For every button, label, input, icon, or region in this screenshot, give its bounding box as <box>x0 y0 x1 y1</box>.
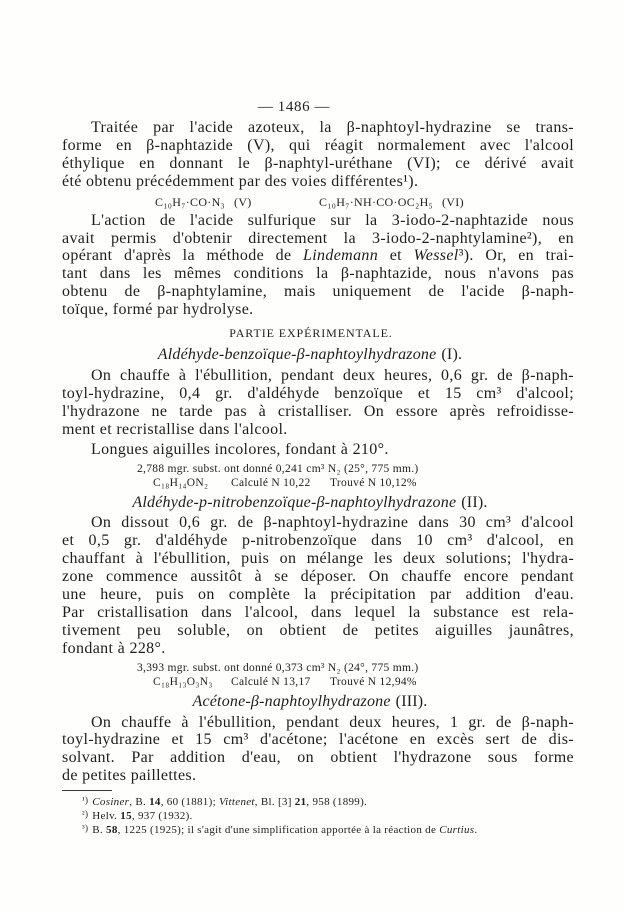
analysis-sample: 2,788 mgr. subst. ont donné 0,241 cm³ N₂ (25°, 775 mm.) <box>137 462 419 475</box>
formula-vi <box>319 194 464 210</box>
compound-name: Aldéhyde-p-nitrobenzoïque-β-naphtoylhydrazone <box>132 493 457 511</box>
paragraph-line: forme en β-naphtazide (V), qui réagit normalement avec l'alcool <box>62 136 574 154</box>
volume-number: 15 <box>120 810 132 823</box>
paragraph-line: obtenu de β-naphtylamine, mais uniquement de l'acide β-naph- <box>62 283 574 301</box>
text-run: B. <box>92 824 107 837</box>
footnotes <box>62 795 574 837</box>
footnote-2 <box>62 809 574 823</box>
compound-label: (II). <box>461 493 488 511</box>
paragraph-line: tant dans les mêmes conditions la β-naphtazide, nous n'avons pas <box>62 265 574 283</box>
procedure-paragraph <box>62 367 574 439</box>
paragraph-line: Par cristallisation dans l'alcool, dans lequel la substance est rela- <box>62 603 574 621</box>
paragraph-line: l'hydrazone ne tarde pas à cristalliser. On essore après refroidisse- <box>62 402 574 420</box>
analysis-found: Trouvé N 12,94% <box>330 675 417 688</box>
paragraph-line: été obtenu précédemment par des voies différentes¹). <box>62 172 419 190</box>
text-run: , 958 (1899). <box>306 796 368 809</box>
paragraph-line: toïque, formé par hydrolyse. <box>62 301 254 319</box>
paragraph-line: fondant à 228°. <box>62 639 166 657</box>
volume-number: 14 <box>149 796 161 809</box>
analysis-calculated: Calculé N 13,17 <box>231 675 311 688</box>
intro-paragraph-1 <box>62 119 574 191</box>
paragraph-line: ment et recristallise dans l'alcool. <box>62 420 288 438</box>
text-run: , 1225 (1925); il s'agit d'une simplification apportée à la réaction de <box>117 824 440 837</box>
paragraph-line: On chauffe à l'ébullition, pendant deux heures, 1 gr. de β-naph- <box>91 713 574 731</box>
compound-name: Aldéhyde-benzoïque-β-naphtoylhydrazone <box>157 346 437 364</box>
formula-v <box>155 194 252 210</box>
analysis-sample: 3,393 mgr. subst. ont donné 0,373 cm³ N₂ (24°, 775 mm.) <box>137 661 419 674</box>
paragraph-line: Traitée par l'acide azoteux, la β-naphtoyl-hydrazine se trans- <box>91 119 574 136</box>
paragraph-line: solvant. Par addition d'eau, on obtient l'hydrazone sous forme <box>62 749 574 767</box>
footnote-3 <box>62 823 574 837</box>
author-name: Curtius <box>439 824 475 837</box>
paragraph-line: de petites paillettes. <box>62 767 197 785</box>
analysis-calculated: Calculé N 10,22 <box>231 476 311 489</box>
procedure-paragraph <box>62 714 574 786</box>
text-run: ³). Or, en trai- <box>458 247 575 265</box>
analysis-found: Trouvé N 10,12% <box>330 476 417 489</box>
footnote-mark: ²) <box>82 809 89 820</box>
footnote-rule <box>62 790 112 791</box>
paragraph-line: tivement peu soluble, on obtient de petites aiguilles jaunâtres, <box>62 621 574 639</box>
compound-name: Acétone-β-naphtoylhydrazone <box>192 692 391 710</box>
formula-text: C₁₀H₇·NH·CO·OC₂H₅ <box>319 194 434 209</box>
paragraph-line: On dissout 0,6 gr. de β-naphtoyl-hydrazine dans 30 cm³ d'alcool <box>91 514 574 532</box>
formula-label: (VI) <box>442 194 464 209</box>
paragraph-line: toyl-hydrazine et 15 cm³ d'acétone; l'acétone en excès sert de dis- <box>62 731 574 749</box>
paragraph-line: toyl-hydrazine, 0,4 gr. d'aldéhyde benzoïque et 15 cm³ d'alcool; <box>62 384 574 402</box>
text-column <box>62 98 574 837</box>
footnote-mark: ³) <box>82 823 89 834</box>
text-run: opérant d'après la méthode de <box>62 247 303 265</box>
text-run: , B. <box>129 796 150 809</box>
compound-title <box>62 346 574 364</box>
compound-section-1 <box>62 346 574 489</box>
author-name: Wessel <box>413 247 459 265</box>
compound-label: (I). <box>441 346 463 364</box>
paragraph-line: zone commence aussitôt à se déposer. On chauffe encore pendant <box>62 568 574 586</box>
text-run: , 60 (1881); <box>160 796 219 809</box>
paragraph-line: éthylique en donnant le β-naphtyl-uréthane (VI); ce dérivé avait <box>62 154 574 172</box>
intro-paragraph-2 <box>62 212 574 319</box>
elemental-analysis <box>62 661 574 689</box>
volume-number: 21 <box>294 796 307 809</box>
compound-title <box>62 693 574 711</box>
elemental-analysis <box>62 462 574 490</box>
paragraph-line: et 0,5 gr. d'aldéhyde p-nitrobenzoïque dans 10 cm³ d'alcool, en <box>62 532 574 550</box>
analysis-result <box>62 476 574 490</box>
analysis-formula: C₁₈H₁₃O₃N₃ <box>153 675 213 688</box>
section-heading: PARTIE EXPÉRIMENTALE. <box>229 326 393 341</box>
compound-title <box>62 494 574 512</box>
author-name: Vittenet <box>218 796 255 809</box>
procedure-paragraph <box>62 514 574 657</box>
text-run: et <box>378 247 414 265</box>
analysis-formula: C₁₈H₁₄ON₂ <box>153 476 209 489</box>
text-run: , 937 (1932). <box>131 810 193 823</box>
paragraph-line: L'action de l'acide sulfurique sur la 3-iodo-2-naphtazide nous <box>91 211 574 229</box>
footnote-1 <box>62 795 574 809</box>
compound-section-3 <box>62 693 574 786</box>
paragraph-line: avait permis d'obtenir directement la 3-iodo-2-naphtylamine²), en <box>62 229 574 247</box>
author-name: Lindemann <box>302 247 379 265</box>
observation-line: Longues aiguilles incolores, fondant à 210°. <box>91 440 389 458</box>
text-run: . <box>474 824 478 837</box>
author-name: Cosiner <box>92 796 130 809</box>
paragraph-line <box>62 247 574 265</box>
paragraph-line: une heure, puis on complète la précipitation par addition d'eau. <box>62 586 574 604</box>
compound-label: (III). <box>395 692 428 710</box>
formula-line <box>62 194 574 210</box>
text-run: , Bl. [3] <box>254 796 295 809</box>
analysis-result <box>62 675 574 689</box>
text-run: Helv. <box>92 810 121 823</box>
paragraph-line: chauffant à l'ébullition, puis on mélange les deux solutions; l'hydra- <box>62 550 574 568</box>
formula-text: C₁₀H₇·CO·N₃ <box>155 194 226 209</box>
volume-number: 58 <box>106 824 118 837</box>
page-number: — 1486 — <box>257 99 331 115</box>
footnote-mark: ¹) <box>82 795 89 806</box>
formula-label: (V) <box>234 194 252 209</box>
paragraph-line: On chauffe à l'ébullition, pendant deux heures, 0,6 gr. de β-naph- <box>91 366 574 384</box>
compound-section-2 <box>62 494 574 689</box>
